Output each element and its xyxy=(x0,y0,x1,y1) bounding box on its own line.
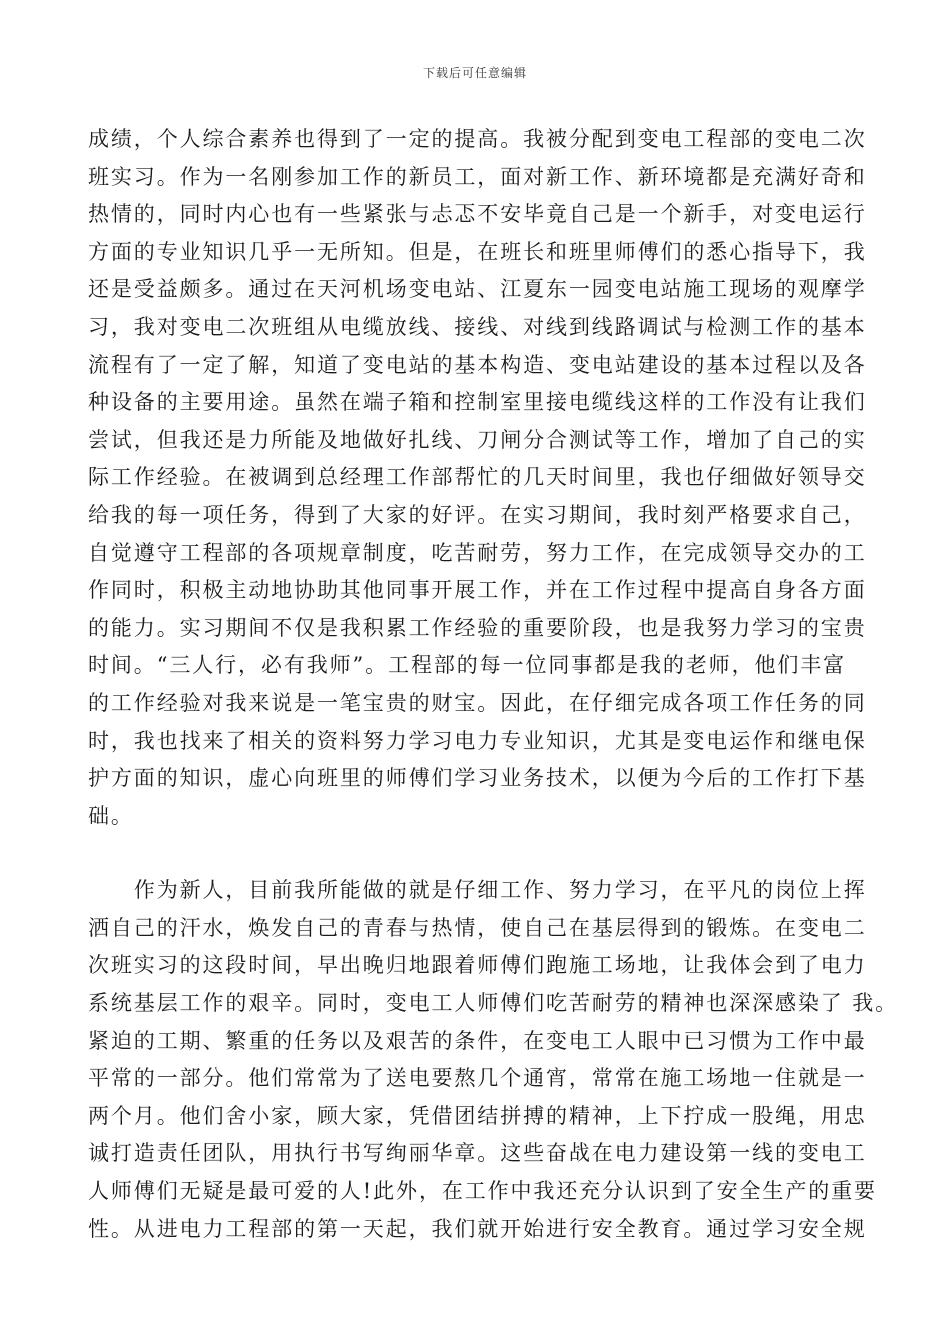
text-line: 方面的专业知识几乎一无所知。但是，在班长和班里师傅们的悉心指导下，我 xyxy=(88,239,867,264)
text-line: 紧迫的工期、繁重的任务以及艰苦的条件，在变电工人眼中已习惯为工作中最 xyxy=(88,1028,867,1053)
paragraph-spacer xyxy=(88,835,878,872)
text-line: 还是受益颇多。通过在天河机场变电站、江夏东一园变电站施工现场的观摩学 xyxy=(88,277,867,302)
paragraph-1 xyxy=(88,121,878,835)
text-line: 的能力。实习期间不仅是我积累工作经验的重要阶段，也是我努力学习的宝贵 xyxy=(88,615,867,640)
text-line: 作为新人，目前我所能做的就是仔细工作、努力学习，在平凡的岗位上挥 xyxy=(88,878,867,903)
paragraph-2 xyxy=(88,872,899,1248)
text-line: 的工作经验对我来说是一笔宝贵的财宝。因此，在仔细完成各项工作任务的同 xyxy=(88,690,867,715)
text-line: 给我的每一项任务，得到了大家的好评。在实习期间，我时刻严格要求自己， xyxy=(88,502,867,527)
text-line: 习，我对变电二次班组从电缆放线、接线、对线到线路调试与检测工作的基本 xyxy=(88,314,867,339)
text-line: 诚打造责任团队，用执行书写绚丽华章。这些奋战在电力建设第一线的变电工 xyxy=(88,1141,867,1166)
text-line: 自觉遵守工程部的各项规章制度，吃苦耐劳，努力工作，在完成领导交办的工 xyxy=(88,540,867,565)
text-line: 性。从进电力工程部的第一天起，我们就开始进行安全教育。通过学习安全规 xyxy=(88,1216,867,1241)
text-line: 班实习。作为一名刚参加工作的新员工，面对新工作、新环境都是充满好奇和 xyxy=(88,164,867,189)
text-line: 成绩，个人综合素养也得到了一定的提高。我被分配到变电工程部的变电二次 xyxy=(88,127,867,151)
text-line: 护方面的知识，虚心向班里的师傅们学习业务技术，以便为今后的工作打下基 xyxy=(88,766,867,791)
text-line: 次班实习的这段时间，早出晚归地跟着师傅们跑施工场地，让我体会到了电力 xyxy=(88,953,867,978)
text-line: 系统基层工作的艰辛。同时，变电工人师傅们吃苦耐劳的精神也深深感染了 我。 xyxy=(88,991,899,1016)
text-line: 尝试，但我还是力所能及地做好扎线、刀闸分合测试等工作，增加了自己的实 xyxy=(88,427,867,452)
text-line: 时间。“三人行，必有我师”。工程部的每一位同事都是我的老师，他们丰富 xyxy=(88,653,847,678)
text-line: 流程有了一定了解，知道了变电站的基本构造、变电站建设的基本过程以及各 xyxy=(88,352,867,377)
text-line: 热情的，同时内心也有一些紧张与忐忑不安毕竟自己是一个新手，对变电运行 xyxy=(88,202,867,227)
text-line: 两个月。他们舍小家，顾大家，凭借团结拼搏的精神，上下拧成一股绳，用忠 xyxy=(88,1103,867,1128)
text-line: 洒自己的汗水，焕发自己的青春与热情，使自己在基层得到的锻炼。在变电二 xyxy=(88,915,867,940)
text-line: 种设备的主要用途。虽然在端子箱和控制室里接电缆线这样的工作没有让我们 xyxy=(88,390,867,415)
document-body xyxy=(88,121,899,1248)
text-line: 时，我也找来了相关的资料努力学习电力专业知识，尤其是变电运作和继电保 xyxy=(88,728,867,753)
text-line: 人师傅们无疑是最可爱的人!此外，在工作中我还充分认识到了安全生产的重要 xyxy=(88,1179,877,1204)
page-header: 下载后可任意编辑 xyxy=(422,66,527,80)
text-line: 作同时，积极主动地协助其他同事开展工作，并在工作过程中提高自身各方面 xyxy=(88,578,867,603)
text-line: 际工作经验。在被调到总经理工作部帮忙的几天时间里，我也仔细做好领导交 xyxy=(88,465,867,490)
text-line: 础。 xyxy=(88,803,134,828)
text-line: 平常的一部分。他们常常为了送电要熬几个通宵，常常在施工场地一住就是一 xyxy=(88,1066,867,1091)
